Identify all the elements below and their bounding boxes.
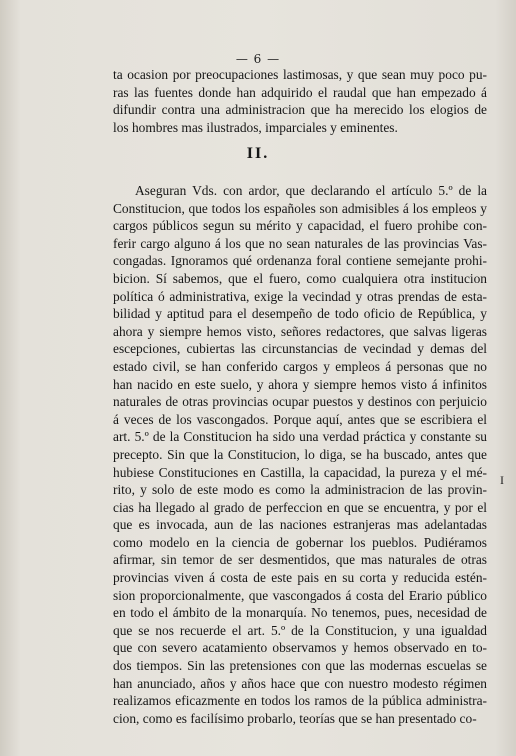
margin-mark: I (500, 473, 504, 487)
text-line: sion proporcionalmente, que vascongados á costa del Erario público (113, 587, 487, 603)
text-line: provincias viven á costa de este pais en su corta y reducida estén- (113, 570, 487, 586)
text-line: afirmar, sin temor de ser desmentidos, que mas naturales de otras (113, 552, 487, 568)
text-line: Aseguran Vds. con ardor, que declarando el artículo 5.º de la (135, 183, 487, 198)
text-line: han anunciado, años y años hace que con nuestro modesto régimen (113, 675, 487, 691)
text-line: estado civil, se han conferido cargos y empleos á personas que no (113, 358, 487, 374)
text-line: naturales de otras provincias ocupar puestos y destinos con perjuicio (113, 394, 487, 410)
text-line: difundir contra una administracion que ha merecido los elogios de (113, 102, 487, 118)
text-line: ras las fuentes donde han adquirido el raudal que han empezado á (113, 84, 487, 100)
text-line: ta ocasion por preocupaciones lastimosas, y que sean muy poco pu- (113, 67, 487, 82)
text-line: ahora y siempre hemos visto, señores redactores, que salvas ligeras (113, 323, 487, 339)
text-line: bilidad y aptitud para el desempeño de todo oficio de República, y (113, 306, 487, 322)
page-number: — 6 — (235, 52, 281, 66)
section-heading: II. (246, 145, 270, 162)
text-line: ferir cargo alguno á los que no sean naturales de las provincias Vas- (113, 235, 487, 251)
main-paragraph (113, 182, 487, 727)
text-line: cion, como es facilísimo probarlo, teorías que se han presentado co- (113, 710, 477, 726)
text-line: como modelo en la ciencia de gobernar los pueblos. Pudiéramos (113, 534, 487, 550)
text-line: art. 5.º de la Constitucion ha sido una verdad práctica y constante su (113, 429, 487, 445)
text-line: rito, y solo de este modo es como la administracion de las provin- (113, 482, 487, 498)
text-line: que se nos recuerde el art. 5.º de la Constitucion, y una igualdad (113, 622, 487, 638)
text-line: hubiese Constituciones en Castilla, la capacidad, la pureza y el mé- (113, 464, 487, 480)
text-line: Constitucion, que todos los españoles son admisibles á los empleos y (113, 200, 487, 216)
text-line: cargos públicos segun su mérito y capacidad, el fuero prohibe con- (113, 218, 487, 234)
text-line: cias ha llegado al grado de perfeccion en que se encuentra, y por el (113, 499, 487, 515)
text-line: que con severo acatamiento observamos y hemos observado en to- (113, 640, 487, 656)
text-line: escepciones, cubiertas las circunstancias de vecindad y demas del (113, 341, 487, 357)
text-line: que es invocada, aun de las naciones estranjeras mas adelantadas (113, 517, 487, 533)
text-line: los hombres mas ilustrados, imparciales y eminentes. (113, 119, 398, 135)
text-line: bicion. Sí sabemos, que el fuero, como cualquiera otra institucion (113, 270, 487, 286)
text-line: precepto. Sin que la Constitucion, lo diga, se ha buscado, antes que (113, 446, 487, 462)
text-line: congadas. Ignoramos qué ordenanza foral contiene semejante prohi- (113, 253, 487, 269)
text-line: realizamos eficazmente en todos los ramos de la pública administra- (113, 693, 487, 709)
text-line: han nacido en este suelo, y ahora y siempre hemos visto á infinitos (113, 376, 487, 392)
text-line: política ó administrativa, exige la vecindad y otras prendas de esta- (113, 288, 487, 304)
text-line: en todo el ámbito de la monarquía. No tenemos, pues, necesidad de (113, 605, 487, 621)
text-line: dos tiempos. Sin las pretensiones con que las modernas escuelas se (113, 658, 487, 674)
top-paragraph (113, 66, 487, 136)
text-line: á veces de los vascongados. Porque aquí, antes que se escribiera el (113, 411, 487, 427)
